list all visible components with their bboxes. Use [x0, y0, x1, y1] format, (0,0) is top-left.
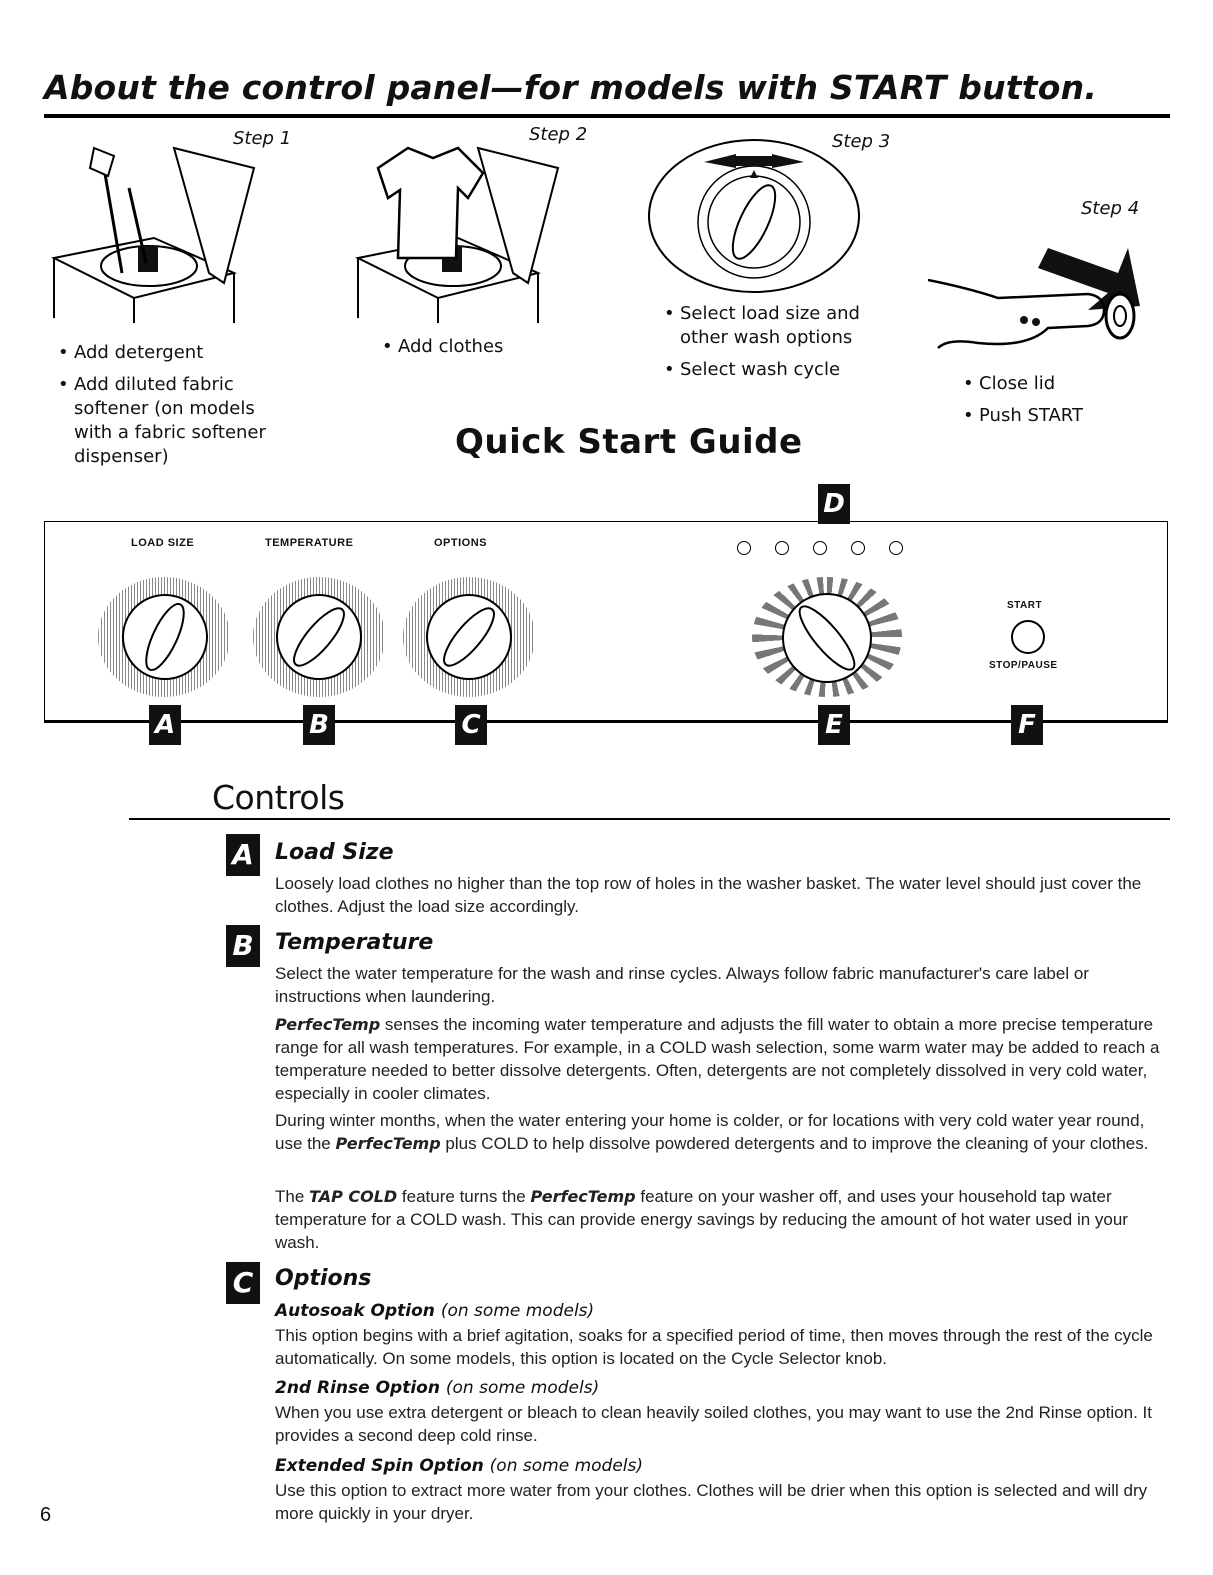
temperature-text: Select the water temperature for the wash and rinse cycles. Always follow fabric manufacturer's care label or instructions when laundering.: [275, 964, 1089, 1006]
step-3-bullet: • Select wash cycle: [664, 358, 884, 382]
status-light: [813, 541, 827, 555]
temperature-heading: Temperature: [275, 930, 434, 955]
perfectemp-term: PerfecTemp: [530, 1187, 636, 1206]
page-title: About the control panel—for models with START button.: [44, 68, 1098, 107]
perfectemp-term: PerfecTemp: [335, 1134, 441, 1153]
second-rinse-text: When you use extra detergent or bleach to clean heavily soiled clothes, you may want to use the 2nd Rinse option. It provides a second deep cold rinse.: [275, 1403, 1152, 1445]
load-size-label: LOAD SIZE: [131, 537, 195, 549]
autosoak-name: Autosoak Option: [275, 1301, 435, 1321]
step-2-bullet: • Add clothes: [382, 335, 582, 359]
quick-start-guide-heading: Quick Start Guide: [455, 422, 803, 462]
badge-e: E: [818, 705, 850, 745]
status-lights: [737, 541, 903, 555]
step-2-bullets: [382, 335, 582, 359]
step-3-bullet: • Select load size and other wash options: [664, 302, 884, 350]
load-size-heading: Load Size: [275, 840, 394, 865]
winter-body-a: During winter months, when the water entering your home is colder, or for locations with very cold water year round, use the: [275, 1111, 1145, 1153]
autosoak-note: (on some models): [440, 1301, 595, 1321]
extended-spin-note: (on some models): [489, 1456, 643, 1476]
title-rule: [44, 114, 1170, 118]
temperature-label: TEMPERATURE: [265, 537, 354, 549]
step-2-label: Step 2: [529, 124, 588, 145]
autosoak-text: This option begins with a brief agitation, soaks for a specified period of time, then moves through the rest of the cycle automatically. On some models, this option is located on the Cycle Selector knob.: [275, 1326, 1153, 1368]
step-4-bullets: [963, 372, 1163, 428]
badge-d: D: [818, 484, 850, 524]
controls-heading: Controls: [212, 778, 345, 817]
section-badge-c: C: [226, 1262, 260, 1304]
tap-cold-b: feature turns the: [397, 1187, 531, 1206]
extended-spin-text: Use this option to extract more water from your clothes. Clothes will be drier when this option is selected and will dry more quickly in your dryer.: [275, 1481, 1148, 1523]
panel-base-line: [44, 721, 1168, 723]
winter-text: [275, 1109, 1175, 1155]
controls-rule: [129, 818, 1170, 820]
step-1-illustration: [34, 128, 274, 328]
options-label: OPTIONS: [434, 537, 488, 549]
tap-cold-c: feature on your washer off, and uses your household tap water temperature for a COLD wash. This can provide energy savings by reducing the amount of hot water used in your wash.: [275, 1187, 1128, 1252]
load-size-text: Loosely load clothes no higher than the top row of holes in the washer basket. The water level should just cover the clothes. Adjust the load size accordingly.: [275, 874, 1142, 916]
extended-spin-name: Extended Spin Option: [275, 1456, 484, 1476]
status-light: [737, 541, 751, 555]
step-4-push-illustration: [928, 228, 1158, 368]
start-label: START: [1007, 600, 1043, 611]
step-4-bullet: • Close lid: [963, 372, 1163, 396]
step-1-bullet: • Add diluted fabric softener (on models with a fabric softener dispenser): [58, 373, 278, 469]
second-rinse-name: 2nd Rinse Option: [275, 1378, 440, 1398]
tap-cold-text: [275, 1185, 1175, 1254]
second-rinse-heading: [275, 1378, 599, 1398]
step-3-bullets: [664, 302, 884, 382]
step-3-dial-illustration: [646, 136, 866, 296]
winter-body-b: plus COLD to help dissolve powdered detergents and to improve the cleaning of your clothes.: [440, 1134, 1149, 1153]
section-badge-b: B: [226, 925, 260, 967]
step-2-illustration: [338, 128, 578, 328]
perfectemp-term: PerfecTemp: [275, 1015, 381, 1034]
start-button: [1011, 620, 1045, 654]
second-rinse-note: (on some models): [445, 1378, 600, 1398]
status-light: [851, 541, 865, 555]
temperature-knob-dial: [269, 592, 369, 682]
tap-cold-term: TAP COLD: [309, 1187, 398, 1206]
badge-f: F: [1011, 705, 1043, 745]
load-size-knob-dial: [115, 592, 215, 682]
status-light: [889, 541, 903, 555]
badge-a: A: [149, 705, 181, 745]
perfectemp-text: [275, 1013, 1175, 1105]
extended-spin-heading: [275, 1456, 643, 1476]
step-1-label: Step 1: [233, 128, 292, 149]
cycle-selector-dial: [775, 590, 879, 686]
options-knob-dial: [419, 592, 519, 682]
step-3-label: Step 3: [832, 131, 891, 152]
options-heading: Options: [275, 1266, 372, 1291]
section-badge-a: A: [226, 834, 260, 876]
step-1-bullets: [58, 341, 278, 469]
badge-b: B: [303, 705, 335, 745]
stop-pause-label: STOP/PAUSE: [989, 660, 1058, 671]
step-1-bullet: • Add detergent: [58, 341, 278, 365]
perfectemp-body: senses the incoming water temperature and adjusts the fill water to obtain a more precise temperature range for all wash temperatures. For example, in a COLD wash selection, some warm water may be added to reach a temperature needed to better dissolve detergents. Often, detergents are not completely dissolved in very cold water, especially in cooler climates.: [275, 1015, 1160, 1103]
status-light: [775, 541, 789, 555]
badge-c: C: [455, 705, 487, 745]
step-4-bullet: • Push START: [963, 404, 1163, 428]
step-4-label: Step 4: [1081, 198, 1140, 219]
tap-cold-a: The: [275, 1187, 310, 1206]
page-number: 6: [40, 1504, 52, 1526]
autosoak-heading: [275, 1301, 594, 1321]
